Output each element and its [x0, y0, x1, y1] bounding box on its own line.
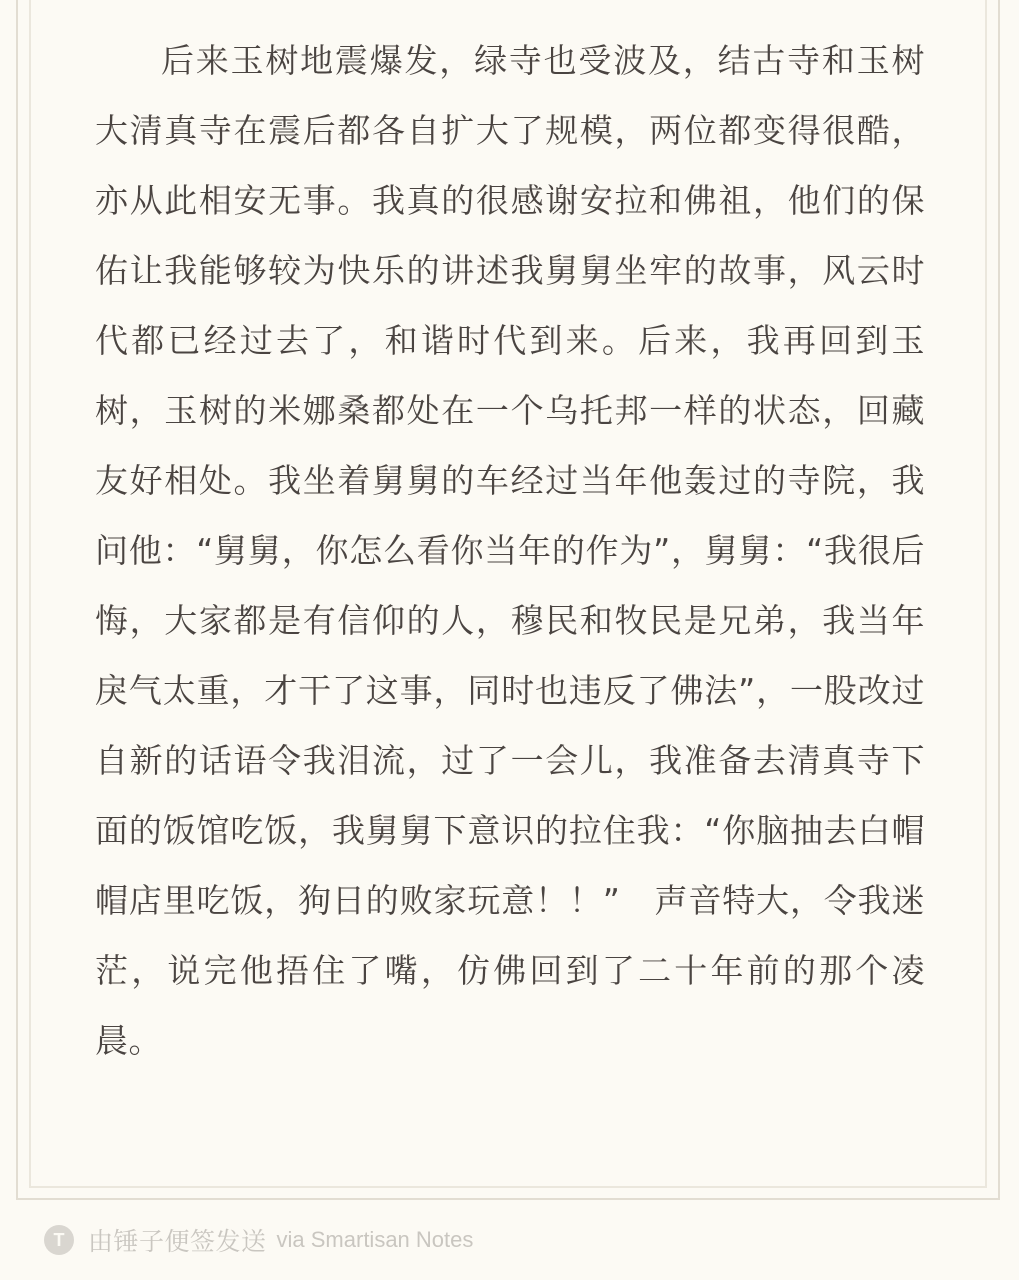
via-app-label: via Smartisan Notes — [276, 1227, 474, 1252]
sent-by-label: 由锤子便签发送 — [88, 1227, 267, 1256]
note-body-text: 后来玉树地震爆发，绿寺也受波及，结古寺和玉树大清真寺在震后都各自扩大了规模，两位都变得很酷，亦从此相安无事。我真的很感谢安拉和佛祖，他们的保佑让我能够较为快乐的讲述我舅舅坐牢的故事，风云时代都已经过去了，和谐时代到来。后来，我再回到玉树，玉树的米娜桑都处在一个乌托邦一样的状态，回藏友好相处。我坐着舅舅的车经过当年他轰过的寺院，我问他：“舅舅，你怎么看你当年的作为”，舅舅：“我很后悔，大家都是有信仰的人，穆民和牧民是兄弟，我当年戾气太重，才干了这事，同时也违反了佛法”，一股改过自新的话语令我泪流，过了一会儿，我准备去清真寺下面的饭馆吃饭，我舅舅下意识的拉住我：“你脑抽去白帽帽店里吃饭，狗日的败家玩意！！” 声音特大，令我迷茫，说完他捂住了嘴，仿佛回到了二十年前的那个凌晨。 — [95, 41, 925, 1060]
footer-signature — [44, 1224, 473, 1256]
smartisan-t-icon: T — [44, 1225, 74, 1255]
